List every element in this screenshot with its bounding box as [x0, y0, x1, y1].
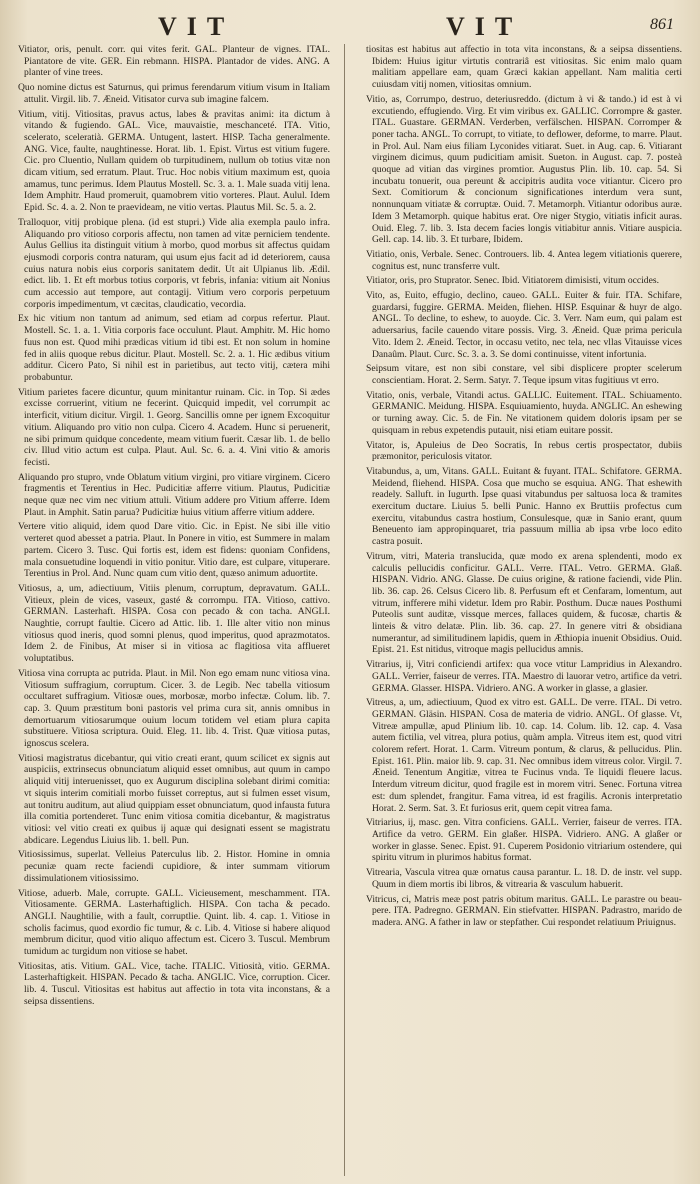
- dictionary-entry: Vitiosissimus, superlat. Velleius Paterculus lib. 2. Histor. Homine in omnia pecuniæ quam recte faciendi cupidiore, & inter summam vitiorum dissimulationem vitiosissimo.: [18, 849, 330, 884]
- dictionary-entry: Vitrum, vitri, Materia translucida, quæ modo ex arena splendenti, modo ex calculis pellucidis conficitur. GALL. Verre. ITAL. Vetro. GERMA. Glaß. HISPAN. Vidrio. ANG. Glasse. De cuius origine, & ratione faciendi, vide Plin. lib. 36. cap. 26. Celsus Cicero lib. 8. Perfusum eft et Cenfaram, lomentum, aut vitrum, infferere mihi videtur. Idem pro Rabir. Posthum. Ducæ naues Posthumi Puteolis sunt auditæ, vissque merces, fallaces quidem, & fucosæ, chartis & linteis & vitro delatæ. Plin. lib. 36. cap. 27. In genere vitri & obsidiana numerantur, ad similitudinem lapidis, quem in Æthiopia inuenit Obsidius. Ouid. Epist. 21. Est nitidus, vitroque magis pellucidus amnis.: [366, 550, 682, 656]
- header-right-word: VIT: [446, 12, 523, 41]
- dictionary-entry: Vitator, is, Apuleius de Deo Socratis, In rebus certis prospectator, dubiis præmonitor, periculosis vitator.: [366, 439, 682, 463]
- dictionary-entry: tiositas est habitus aut affectio in tota vita inconstans, & a seipsa dissentiens. Ibidem: Huius igitur virtutis contrariâ est vitiositas. Sic enim malo quam malitiam appellare eam, quam Græci kakian appellant. Nam malitia certi cuiusdam vitij nomen, vitiositas omnium.: [366, 44, 682, 91]
- dictionary-entry: Vitrearia, Vascula vitrea quæ ornatus causa parantur. L. 18. D. de instr. vel supp. Quum in diem mortis ibi libros, & vitrearia & vasculum habuerit.: [366, 867, 682, 890]
- dictionary-entry: Vitium parietes facere dicuntur, quum minitantur ruinam. Cic. in Top. Si ædes excisse corruerint, vitium ne fecerint. Quicquid impedit, vel corrumpit ac interficit, vitium dicitur. Virgil. 1. Georg. Sancillis omne per ignem Excoquitur vitium. Aliquando pro vitio non culpa. Cicero 4. Academ. Hunc si peruenerit, ne sibi primum quidque concedente, meam vitium fuerit. Cæsar lib. 1. de bello civ. Illud vitio actum est culpa. Plaut. Aul. Sc. 6. a. 4. Vini vitio & amoris fecisti.: [18, 386, 330, 468]
- dictionary-entry: Quo nomine dictus est Saturnus, qui primus ferendarum vitium visum in Italiam attulit. Virgil. lib. 7. Æneid. Vitisator curva sub imagine falcem.: [18, 82, 330, 105]
- dictionary-entry: Vitium, vitij. Vitiositas, pravus actus, labes & pravitas animi: ita dictum à vitando & fugiendo. GAL. Vice, mauvaistie, meschanceté. ITA. Vitio, scelerato, sceleratià. GERMA. Untugent, lastert. HISP. Tacha generalmente. ANG. Vice, faulte, naughtinesse. Horat. lib. 1. Epist. Virtus est vitium fugere. Cic. pro Cluentio, Nullam quidem ob turpitudinem, nullum ob totius vitæ non dicam vitium, sed erratum. Plaut. Truc. Hoc nobis vitium maximum est, quoia amamus, tunc perimus. Idem Plautus Mostell. Sc. 3. a. 1. Male suada vitij lena. Idem Amphitr. Haud promeruit, quamobrem vitio vorteres. Plaut. Aulul. Idem Epid. Sc. 4. a. 2. Non te praevideam, ne vitio vertas. Plautus Mil. Sc. 5. a. 2.: [18, 108, 330, 214]
- left-column: [18, 44, 330, 1176]
- dictionary-entry: Vitriarius, ij, masc. gen. Vitra conficiens. GALL. Verrier, faiseur de verres. ITA. Artifice da vetro. GERM. Ein glaßer. HISPA. Vidriero. ANG. A glaßer or worker in glasse. Senec. Epist. 91. Cuperem Posidonio vitriarium ostendere, qui spiritu vitrum in plurimos habitus format.: [366, 817, 682, 864]
- dictionary-entry: Vitiosi magistratus dicebantur, qui vitio creati erant, quum scilicet ex signis aut auspiciis, extrinsecus obnunciatum aliquid esset omnibus, aut quum in campo aliquid vitij interuenisset, quo ex Augurum disciplina solebant dirimi comitia: vt siquis interim comitiali morbo fuisset correptus, aut si fulmen esset visum, aut tonitru auditum, aut aliud quippiam esset obnunciatum, quod infausta futura illa comitia portenderet. Tunc enim vitiosa comitia dicebantur, & magistratus vitiosi: vel vitio creati ex quibus ij aquæ qui designati essent se magistratu abdicare. Legendus Liuius lib. 1. bell. Pun.: [18, 752, 330, 846]
- header-left-word: VIT: [158, 12, 235, 41]
- column-divider: [344, 44, 345, 1176]
- dictionary-entry: Vertere vitio aliquid, idem quod Dare vitio. Cic. in Epist. Ne sibi ille vitio verteret quod abesset a patria. Plaut. In Ponere in vitio, est Summere in malam partem. Cicero 3. Tusc. Qui fortis est, idem est fidens: quoniam Confidens, mala consuetudine loquendi in vitio ponitur. Vitio dare, est culpare, vituperare. Terentius in Prol. And. Nunc quam cum vitio dent, quæso animum aduortite.: [18, 521, 330, 580]
- right-column: [366, 44, 682, 1176]
- dictionary-entry: Vitabundus, a, um, Vitans. GALL. Euitant & fuyant. ITAL. Schifatore. GERMA. Meidend, fliehend. HISPA. Cosa que mucho se esquiua. ANG. That eshewith readely. Salluft. in Iugurth. Ipse quasi vitabundus per saltuosa loca & tramites exercitum ductare. Liuius 5. belli Punic. Hanno ex Bruttiis profectus cum exercitu, vitabundus castra hostium, Consulesque, quæ in Sanio erant, quum Beneuento iam appropinquaret, tria passuum millia ab ipsa vrbe loco edito castra posuit.: [366, 465, 682, 548]
- dictionary-entry: Vitrarius, ij, Vitri conficiendi artifex: qua voce vtitur Lampridius in Alexandro. GALL. Verrier, faiseur de verres. ITA. Maestro di lauorar vetro, artifice da vetri. GERMA. Glasser. HISPA. Vidriero. ANG. A worker in glasse, a glasier.: [366, 659, 682, 694]
- running-header: [18, 12, 676, 40]
- dictionary-entry: Vito, as, Euito, effugio, declino, caueo. GALL. Euiter & fuir. ITA. Schifare, guardarsi, fuggire. GERMA. Meiden, fliehen. HISP. Esquinar & huyr de algo. ANGL. To decline, to eshew, to auoyde. Cic. 3. Verr. Nam eum, qui palam est aduersarius, facile cauendo vitare possis. Virg. 3. Æneid. Quæ prima pericula Vito. Idem 2. Æneid. Tector, in occasu vetito, nec tela, nec vllas Vitauisse vices Danaûm. Plaut. Curc. Sc. 3. a. 3. Se domi continuisse, vitent infortunia.: [366, 290, 682, 360]
- dictionary-entry: Vitiator, oris, penult. corr. qui vites ferit. GAL. Planteur de vignes. ITAL. Piantatore de vite. GER. Ein rebmann. HISPA. Plantador de vides. ANG. A planter of vine trees.: [18, 44, 330, 79]
- dictionary-entry: Aliquando pro stupro, vnde Oblatum vitium virgini, pro vitiare virginem. Cicero fragmentis et Terentius in Hec. Pudicitiæ afferre vitium. Plautus, Pudicitiæ neque quæ nec vim nec vitium attuli. Vitium addere pro Vitium afferre. Idem Plaut. in Amphit. Satin parua? Pudicitiæ huius vitium afferre vitium addere.: [18, 471, 330, 518]
- dictionary-entry: Vitiositas, atis. Vitium. GAL. Vice, tache. ITALIC. Vitiosità, vitio. GERMA. Lasterhaftigkeit. HISPAN. Pecado & tacha. ANGLIC. Vice, corruption. Cicer. lib. 4. Tuscul. Vitiositas est habitus aut affectio in tota vita inconstans, & a seipsa dissentiens.: [18, 960, 330, 1007]
- dictionary-entry: Vitricus, ci, Matris meæ post patris obitum maritus. GALL. Le parastre ou beau-pere. ITA. Padregno. GERMAN. Ein stiefvatter. HISPAN. Padrastro, marido de madera. ANG. A father in law or stepfather. Cui respondet relatiuum Priuignus.: [366, 893, 682, 928]
- dictionary-entry: Vitatio, onis, verbale, Vitandi actus. GALLIC. Euitement. ITAL. Schiuamento. GERMANIC. Meidung. HISPA. Esquiuamiento, huyda. ANGLIC. An eshewing or turning away. Cic. 5. de Fin. Ne vitationem quidem doloris ipsam per se quisquam in rebus expetendis putauit, nisi etiam euitare possit.: [366, 389, 682, 436]
- dictionary-entry: Seipsum vitare, est non sibi constare, vel sibi displicere propter scelerum conscientiam. Horat. 2. Serm. Satyr. 7. Teque ipsum vitas fugitiuus vt erro.: [366, 363, 682, 386]
- dictionary-entry: Vitiatio, onis, Verbale. Senec. Controuers. lib. 4. Antea legem vitiationis querere, cognitus est, nunc transferre vult.: [366, 248, 682, 272]
- dictionary-entry: Vitiator, oris, pro Stuprator. Senec. Ibid. Vitiatorem dimisisti, vitum occides.: [366, 275, 659, 287]
- dictionary-entry: Vitreus, a, um, adiectiuum, Quod ex vitro est. GALL. De verre. ITAL. Di vetro. GERMAN. Gläsin. HISPAN. Cosa de materia de vidrio. ANGL. Of glasse. Vt, Vitreæ ampullæ, apud Plinium lib. 10. cap. 14. Colum. lib. 12. cap. 4. Vasa autem fictilia, vel vitrea, plura potius, quàm ampla. Vitreus item est, quod vitri colorem refert. Horat. 1. Carm. Vitreum pontum, & clarus, & pellucidus. Plin. Epist. 161. Plin. maior lib. 9. cap. 31. Nec omnibus idem vitreus color. Virgil. 7. Æneid. Tenentum Angitiæ, vitrea te Fucinus vnda. Te liquidi fleuere lacus. Interdum vitreum dicitur, quod fragile est in morem vitri. Senec. Fortuna vitrea est: dum splendet, frangitur. Fama vitrea, id est fragilis. Acronis interpretatio Horat. 2. Serm. Sat. 3. Et furiosus erit, quem cepit vitrea fama.: [366, 697, 682, 814]
- dictionary-entry: Vitio, as, Corrumpo, destruo, deteriusreddo. (dictum à vi & tando.) id est à vi excutiendo, effugiendo. Virg. Et vim viribus ex. GALLIC. Corrompre & gaster. ITAL. Guastare. GERMAN. Verderben, verfälschen. HISPAN. Corromper & poner tacha. ANGL. To corrupt, to vitiate, to deflower, deforme, to marre. Plaut. in Prol. Aul. Nam eius filiam Lyconides vitiarat. Suet. in Aug. cap. 6. Vitiarant virginem dicimus, quum pudicitiam amisit. Sueton. in August. cap. 7. posteà quoque ad vitian das virgines promtior. Augustus Plin. lib. 10. cap. 54. Si incubatu tonuerit, oua pereunt & accipitris audita voce vitiantur. Cicero pro Sext. Comitiorum & concionum significationes interdum vera sunt, nonnunquam vitiatæ & corruptæ. Ouid. 7. Metamorph. Vitiantur odoribus auræ. Idem 3 Metamorph. quique habitus erat. Ore niger Stygio, vitiatis inficit auras. Ouid. Eleg. 7. lib. 3. Ista decem facies longis vitiabitur annis. Vitiare auspicia. Gell. cap. 14. lib. 3. Et turbare, Ibidem.: [366, 93, 682, 246]
- dictionary-entry: Vitiosa vina corrupta ac putrida. Plaut. in Mil. Non ego emam nunc vitiosa vina. Vitiosum suffragium, corruptum. Cicer. 3. de Legib. Nec tabella vitiosum occultaret suffragium. Vitiosæ oues, morbosæ, morbo infectæ. Colum. lib. 7. cap. 3. Quum præstitum boni pastoris vel prima cura sit, annis omnibus in demortuarum vitiosarumque ouium locum totidem vel etiam plura capita substituere. Vitiosa scriptura. Ouid. Eleg. 11. lib. 4. Trist. Quæ vitiosa putas, ignoscus scelera.: [18, 667, 330, 750]
- page-number: 861: [650, 16, 674, 33]
- dictionary-entry: Tralloquor, vitij probique plena. (id est stupri.) Vide alia exempla paulo infra. Aliquando pro vitioso corporis affectu, non tamen ad vitæ perniciem tendente. Aulus Gellius ita distinguit vitium à morbo, quod morbus sit affectus quidam ejusmodi corporis contra naturam, qui usum ejus facit ad id deteriorem, causa cuius natura nobis eius corporis sanitatem dedit. Ut ait Ulpianus lib. Ædil. edict. lib. 1. Et eft morbus totius corporis, vt febris, infania: vitium ait Nonius cum accessio aut tempore, aut contagij. Vitium vero corporis perpetuum corporis impedimentum, vt cæcitas, claudicatio, vecordia.: [18, 216, 330, 310]
- dictionary-entry: Vitiose, aduerb. Male, corrupte. GALL. Vicieusement, meschamment. ITA. Vitiosamente. GERMA. Lasterhaftiglich. HISPA. Con tacha & pecado. ANGLI. Naughtilie, with a fault, corruptlie. Quint. lib. 4. cap. 1. Vitiose in scholis facimus, quod exordio fic tumur, & c. Lib. 4. Vitiose si habere aliquod membrum dicitur, quod vitio aliquo affectum est. Cicero 3. Tuscul. Membrum tumidum ac turgidum non vitiose se habet.: [18, 887, 330, 958]
- dictionary-entry: Ex hic vitium non tantum ad animum, sed etiam ad corpus refertur. Plaut. Mostell. Sc. 1. a. 1. Vitia corporis face occulunt. Plaut. Amphitr. M. Hic homo fuus non est. Quod mihi prædicas vitium id tibi est. Et non solum in homine fed in aliis quoque rebus dicitur. Plaut. Mostell. Sc. 2. a. 1. Hic ædibus vitium additur. Cicero Pato, Si nihil est in parietibus, aut tecto vitij, cætera mihi probabuntur.: [18, 313, 330, 383]
- dictionary-entry: Vitiosus, a, um, adiectiuum, Vitiis plenum, corruptum, depravatum. GALL. Vitieux, plein de vices, vaseux, gasté & corrompu. ITA. Vitioso, cattivo. GERMAN. Lasterhaft. HISPA. Cosa con pecado & con tacha. ANGLI. Naughtie, corrupt faultie. Cicero ad Attic. lib. 1. Ille alter vitio non minus vitiosus quod ineris, quod somni plenus, quod imperitus, quod aprazmotatos. Idem 2. de Finibus, At miser si in vitiosa ac flagitiosa vita afflueret voluptatibus.: [18, 582, 330, 665]
